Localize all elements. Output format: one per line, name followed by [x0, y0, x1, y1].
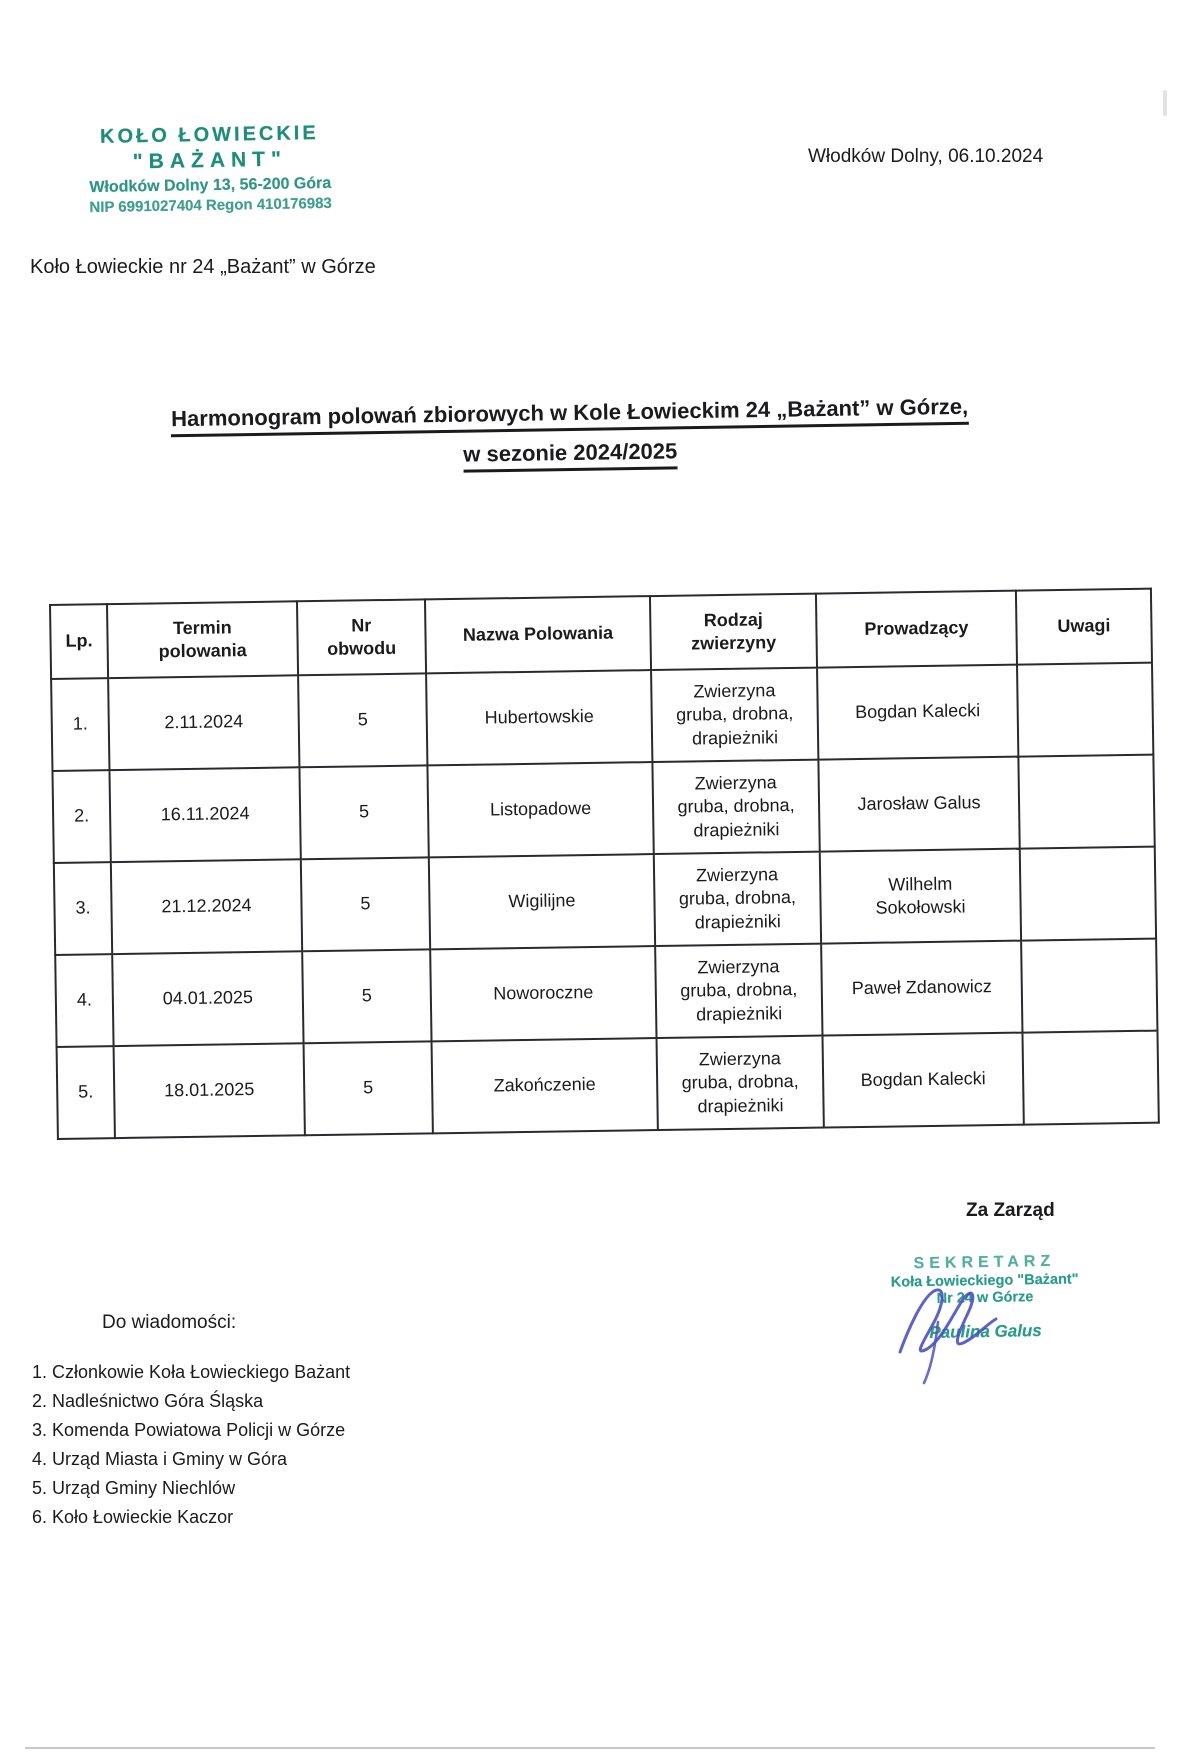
secretary-stamp-org: Koła Łowieckiego "Bażant" — [890, 1271, 1079, 1291]
table-cell — [1017, 663, 1153, 757]
table-row — [51, 663, 1153, 771]
table-cell — [1018, 755, 1154, 849]
table-cell: Noworoczne — [430, 946, 656, 1041]
secretary-stamp — [844, 1252, 1125, 1345]
table-header-cell-uwagi: Uwagi — [1016, 589, 1152, 665]
table-cell: Wigilijne — [429, 854, 655, 949]
distribution-list — [32, 1358, 350, 1532]
table-cell — [1022, 1031, 1158, 1125]
hunting-schedule-table — [49, 588, 1160, 1140]
table-row — [54, 847, 1156, 955]
distribution-item: 6. Koło Łowieckie Kaczor — [32, 1507, 234, 1527]
club-reference-line: Koło Łowieckie nr 24 „Bażant” w Górze — [30, 256, 376, 278]
table-cell: 5 — [304, 1041, 433, 1135]
table-cell: Zwierzyna gruba, drobna, drapieżniki — [654, 852, 821, 946]
table-header-cell-termin: Termin polowania — [107, 601, 298, 678]
table-cell: 1. — [51, 678, 109, 771]
table-cell: 5. — [57, 1046, 115, 1139]
title-line-2: w sezonie 2024/2025 — [40, 432, 1100, 480]
table-cell: Bogdan Kalecki — [817, 665, 1018, 760]
table-header-cell-nazwa: Nazwa Polowania — [425, 596, 651, 673]
table-header-cell-prowadzacy: Prowadzący — [816, 591, 1017, 668]
secretary-stamp-number: Nr 24 w Górze — [936, 1289, 1034, 1307]
club-header-stamp — [54, 121, 366, 216]
table-cell: 04.01.2025 — [112, 951, 303, 1046]
document-title — [40, 392, 1101, 480]
club-stamp-nip-regon: NIP 6991027404 Regon 410176983 — [89, 194, 332, 217]
table-cell: Paweł Zdanowicz — [821, 941, 1022, 1036]
table-row — [55, 939, 1157, 1047]
table-cell: 4. — [55, 954, 113, 1047]
table-cell: 16.11.2024 — [109, 767, 300, 862]
secretary-stamp-name: Paulina Galus — [929, 1321, 1042, 1342]
distribution-item: 1. Członkowie Koła Łowieckiego Bażant — [32, 1362, 351, 1382]
table-row — [52, 755, 1154, 863]
table-cell: Hubertowskie — [426, 670, 652, 765]
table-cell: 18.01.2025 — [114, 1043, 305, 1138]
table-cell: Zwierzyna gruba, drobna, drapieżniki — [651, 668, 818, 762]
club-stamp-name: KOŁO ŁOWIECKIE — [99, 122, 319, 148]
table-cell: 5 — [299, 765, 428, 859]
table-cell: Zwierzyna gruba, drobna, drapieżniki — [652, 760, 819, 854]
table-cell: 5 — [298, 673, 427, 767]
table-header-cell-lp: Lp. — [50, 604, 108, 679]
table-cell: 5 — [301, 857, 430, 951]
distribution-item: 4. Urząd Miasta i Gminy w Góra — [32, 1449, 288, 1469]
distribution-item: 3. Komenda Powiatowa Policji w Górze — [32, 1420, 346, 1440]
club-stamp-subname: "BAŻANT" — [132, 147, 288, 174]
table-cell: 5 — [302, 949, 431, 1043]
table-cell: 2. — [52, 770, 110, 863]
table-cell: 21.12.2024 — [111, 859, 302, 954]
secretary-stamp-title: SEKRETARZ — [913, 1252, 1056, 1273]
table-cell: Wilhelm Sokołowski — [820, 849, 1021, 944]
club-stamp-address: Włodków Dolny 13, 56-200 Góra — [89, 174, 332, 197]
table-cell — [1021, 939, 1157, 1033]
table-cell: Zakończenie — [432, 1038, 658, 1133]
title-line-1: Harmonogram polowań zbiorowych w Kole Łowieckim 24 „Bażant” w Górze, — [40, 392, 1100, 440]
table-cell: 2.11.2024 — [108, 675, 299, 770]
table-cell — [1020, 847, 1156, 941]
table-row — [57, 1031, 1159, 1139]
table-cell: 3. — [54, 862, 112, 955]
table-header-cell-rodzaj: Rodzaj zwierzyny — [650, 594, 817, 670]
place-date-line: Włodków Dolny, 06.10.2024 — [808, 146, 1044, 167]
scan-artifact-line — [25, 1747, 1155, 1749]
table-header-cell-nr-obwodu: Nr obwodu — [297, 599, 426, 675]
distribution-item: 5. Urząd Gminy Niechlów — [32, 1478, 236, 1498]
scan-artifact-smudge — [1163, 90, 1167, 116]
table-cell: Jarosław Galus — [818, 757, 1019, 852]
za-zarzad-label: Za Zarząd — [966, 1200, 1055, 1221]
distribution-item: 2. Nadleśnictwo Góra Śląska — [32, 1391, 264, 1411]
table-cell: Bogdan Kalecki — [822, 1033, 1023, 1128]
distribution-heading: Do wiadomości: — [102, 1312, 237, 1333]
table-cell: Zwierzyna gruba, drobna, drapieżniki — [655, 944, 822, 1038]
table-cell: Zwierzyna gruba, drobna, drapieżniki — [657, 1036, 824, 1130]
table-cell: Listopadowe — [427, 762, 653, 857]
